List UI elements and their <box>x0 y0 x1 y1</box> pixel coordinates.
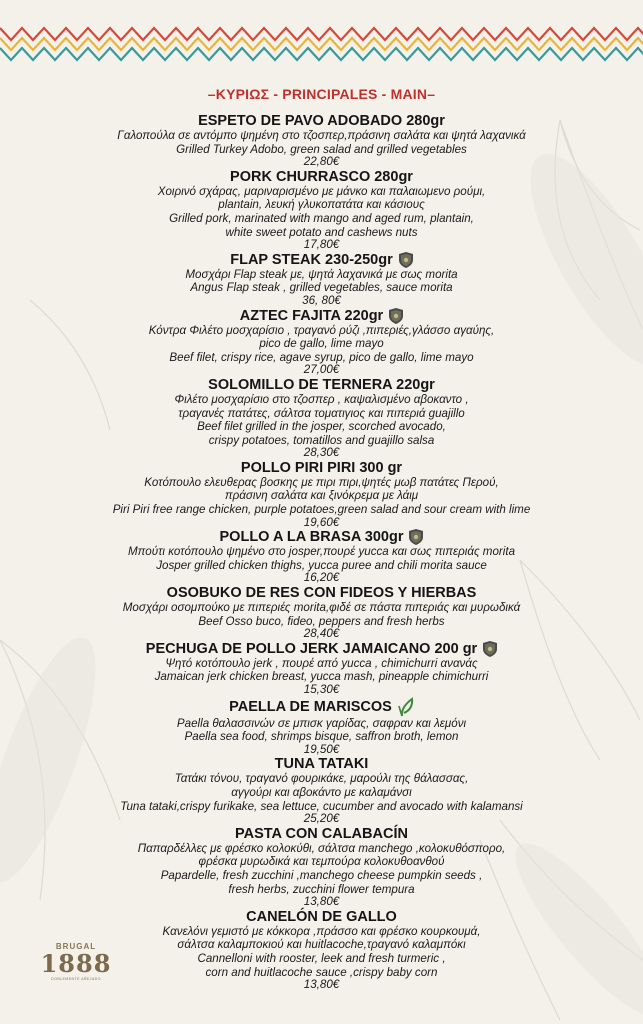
vegan-leaf-icon <box>398 697 414 717</box>
logo-brand: BRUGAL <box>55 942 97 951</box>
dish-name-row <box>0 169 643 185</box>
dish-item <box>0 308 643 377</box>
dish-description-line: Μοσχάρι Flap steak με, ψητά λαχανικά με σως morita <box>185 267 458 281</box>
dish-description-line: σάλτσα καλαμποκιού και huitlacoche,τραγανό καλαμπόκι <box>177 938 466 952</box>
dish-description-line: Piri Piri free range chicken, purple potatoes,green salad and sour cream with lime <box>112 503 531 517</box>
dish-description-line: Grilled Turkey Adobo, green salad and grilled vegetables <box>176 142 467 156</box>
dish-description-line: Jamaican jerk chicken breast, yucca mash, pineapple chimichurri <box>154 670 489 684</box>
dish-description-line: Tuna tataki,crispy furikake, sea lettuce, cucumber and avocado with kalamansi <box>120 799 523 813</box>
dish-description-line: Angus Flap steak , grilled vegetables, sauce morita <box>190 281 453 295</box>
dish-description-line: Josper grilled chicken thighs, yucca puree and chili morita sauce <box>156 558 487 572</box>
dish-description-line: Cannelloni with rooster, leek and fresh turmeric , <box>197 951 446 965</box>
dish-price: 28,30€ <box>303 446 340 460</box>
dish-price: 22,80€ <box>303 155 340 169</box>
section-title: –ΚΥΡΙΩΣ - PRINCIPALES - MAIN– <box>207 86 436 102</box>
zigzag-line <box>0 48 643 60</box>
dish-description-line: Grilled pork, marinated with mango and aged rum, plantain, <box>169 211 474 225</box>
dish-price: 19,50€ <box>303 742 340 756</box>
dish-description-line: white sweet potato and cashews nuts <box>225 225 418 239</box>
dish-name-row <box>0 252 643 268</box>
dish-description-line: Paella sea food, shrimps bisque, saffron broth, lemon <box>184 730 459 744</box>
dish-description-line: Κοτόπουλο ελευθερας βοσκης με πιρι πιρι,ψητές μωβ πατάτες Περού, <box>144 475 499 489</box>
dish-name-row <box>0 377 643 393</box>
logo-tagline: DOBLEMENTE AÑEJADO <box>51 977 101 981</box>
premium-shield-icon <box>409 529 423 545</box>
dish-item <box>0 529 643 585</box>
dish-name: PECHUGA DE POLLO JERK JAMAICANO 200 gr <box>145 640 478 657</box>
dish-price: 17,80€ <box>303 238 340 252</box>
dish-description-line: Μοσχάρι οσομπούκο με πιπεριές morita,φιδέ σε πάστα πιπεριάς και μυρωδικά <box>122 601 521 615</box>
dish-item <box>0 826 643 909</box>
dish-name: FLAP STEAK 230-250gr <box>230 251 393 268</box>
dish-name: TUNA TATAKI <box>274 756 369 773</box>
brugal-logo <box>36 942 116 1022</box>
zigzag-line <box>0 38 643 50</box>
dish-name-row <box>0 308 643 324</box>
dish-description-line: αγγούρι και αβοκάντο με καλαμάνσι <box>231 785 412 799</box>
dish-name: PASTA CON CALABACÍN <box>235 825 408 842</box>
zigzag-line <box>0 28 643 40</box>
dish-name: POLLO A LA BRASA 300gr <box>219 529 404 546</box>
premium-shield-icon <box>399 252 413 268</box>
dish-item <box>0 460 643 529</box>
dish-description-line: Papardelle, fresh zucchini ,manchego cheese pumpkin seeds , <box>160 868 483 882</box>
dish-description-line: τραγανές πατάτες, σάλτσα τοματιγιος και πιπεριά guajillo <box>178 406 465 420</box>
dish-name-row <box>0 529 643 545</box>
dish-description-line: pico de gallo, lime mayo <box>259 337 384 351</box>
dish-item <box>0 585 643 641</box>
dish-item <box>0 697 643 757</box>
dish-name: AZTEC FAJITA 220gr <box>239 307 384 324</box>
dish-item <box>0 169 643 252</box>
dish-item <box>0 377 643 460</box>
dish-price: 13,80€ <box>303 895 340 909</box>
dish-name: POLLO PIRI PIRI 300 gr <box>240 459 403 476</box>
zigzag-border <box>0 20 643 80</box>
premium-shield-icon <box>483 641 497 657</box>
dish-description-line: Beef filet grilled in the josper, scorched avocado, <box>197 420 446 434</box>
dish-description-line: Ψητό κοτόπουλο jerk , πουρέ από yucca , chimichurri ανανάς <box>165 656 478 670</box>
dish-price: 13,80€ <box>303 978 340 992</box>
dish-description-line: Beef Osso buco, fideo, peppers and fresh herbs <box>198 614 445 628</box>
dish-list <box>0 113 643 992</box>
dish-name: SOLOMILLO DE TERNERA 220gr <box>208 376 435 393</box>
dish-name: PAELLA DE MARISCOS <box>229 698 392 715</box>
dish-description-line: Τατάκι τόνου, τραγανό φουρικάκε, μαρούλι της θάλασσας, <box>174 772 469 786</box>
dish-price: 27,00€ <box>303 363 340 377</box>
dish-description-line: Φιλέτο μοσχαρίσιο στο τζοσπερ , καψαλισμένο αβοκαντο , <box>174 392 469 406</box>
dish-description-line: Μπούτι κοτόπουλο ψημένο στο josper,πουρέ yucca και σως πιπεριάς morita <box>127 545 516 559</box>
premium-shield-icon <box>389 308 403 324</box>
dish-description-line: Beef filet, crispy rice, agave syrup, pico de gallo, lime mayo <box>169 350 474 364</box>
dish-item <box>0 252 643 308</box>
dish-name-row <box>0 460 643 476</box>
dish-name-row <box>0 641 643 657</box>
dish-description-line: fresh herbs, zucchini flower tempura <box>228 882 415 896</box>
dish-description-line: Κανελόνι γεμιστό με κόκκορα ,πράσσο και φρέσκο κουρκουμά, <box>162 924 481 938</box>
dish-description-line: plantain, λευκή γλυκοπατάτα και κάσιους <box>218 198 425 212</box>
dish-price: 36, 80€ <box>302 293 341 307</box>
dish-item <box>0 756 643 825</box>
dish-name: ESPETO DE PAVO ADOBADO 280gr <box>198 113 445 129</box>
dish-price: 25,20€ <box>303 812 340 826</box>
dish-description-line: Χοιρινό σχάρας, μαριναρισμένο με μάνκο και παλαιωμενο ρούμι, <box>157 184 486 198</box>
dish-name: OSOBUKO DE RES CON FIDEOS Y HIERBAS <box>166 585 477 602</box>
dish-description-line: Γαλοπούλα σε αντόμπο ψημένη στο τζοσπερ,πράσινη σαλάτα και ψητά λαχανικά <box>117 129 526 142</box>
dish-price: 15,30€ <box>303 683 340 696</box>
dish-description-line: Paella θαλασσινών σε μπισκ γαρίδας, σαφραν και λεμόνι <box>176 716 467 730</box>
dish-description-line: Παπαρδέλλες με φρέσκο κολοκύθι, σάλτσα manchego ,κολοκυθόσπορο, <box>137 841 506 855</box>
dish-price: 28,40€ <box>303 627 340 641</box>
dish-name: CANELÓN DE GALLO <box>246 908 397 925</box>
dish-description-line: crispy potatoes, tomatillos and guajillo salsa <box>208 433 435 447</box>
dish-name-row <box>0 585 643 601</box>
dish-name-row <box>0 826 643 842</box>
dish-name-row <box>0 756 643 772</box>
dish-name-row <box>0 697 643 717</box>
dish-description-line: πράσινη σαλάτα και ξινόκρεμα με λάιμ <box>224 489 419 503</box>
dish-description-line: Κόντρα Φιλέτο μοσχαρίσιο , τραγανό ρύζι ,πιπεριές,γλάσσο αγαύης, <box>148 323 495 337</box>
dish-price: 19,60€ <box>303 515 340 529</box>
dish-item <box>0 113 643 169</box>
logo-year: 1888 <box>40 949 112 978</box>
dish-description-line: corn and huitlacoche sauce ,crispy baby corn <box>205 965 438 979</box>
dish-name-row <box>0 909 643 925</box>
dish-price: 16,20€ <box>303 571 340 585</box>
dish-description-line: φρέσκα μυρωδικά και τεμπούρα κολοκυθοανθού <box>198 855 445 869</box>
dish-name: PORK CHURRASCO 280gr <box>230 168 413 185</box>
dish-name-row <box>0 113 643 129</box>
dish-item <box>0 641 643 697</box>
